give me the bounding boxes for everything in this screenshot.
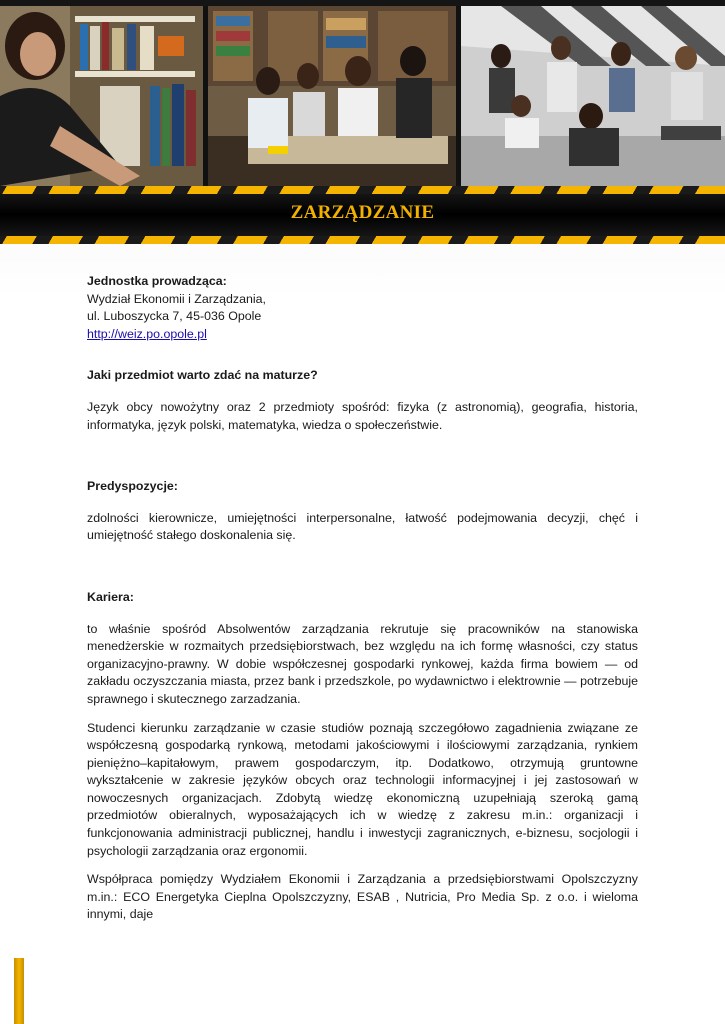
content [87, 273, 638, 924]
career-paragraph-2: Studenci kierunku zarządzanie w czasie studiów poznają szczegółowo zagadnienia związane ze współczesną gospodarką rynkową, metodami jakościowymi i ilościowymi zarządzania, rynkiem pieniężno–kapitałowym, prawem gospodarczym, itp. Dodatkowo, otrzymują gruntowne wykształcenie w zakresie języków obcych oraz technologii informacyjnej i jej zastosowań w nowoczesnych organizacjach. Zdobytą wiedzę ekonomiczną uzupełniają szeroką gamą przedmiotów obieralnych, wyposażających ich w wiedzę z zakresu m.in.: organizacji i funkcjonowania administracji publicznej, handlu i inwestycji zagranicznych, e-biznesu, socjologii i psychologii zarządzania oraz ergonomii. [87, 720, 638, 858]
career-paragraph-3: Współpraca pomiędzy Wydziałem Ekonomii i Zarządzania a przedsiębiorstwami Opolszczyzny m.in.: ECO Energetyka Cieplna Opolszczyzny, ESAB , Nutricia, Pro Media Sp. z o.o. i wieloma innymi, daje [87, 872, 638, 922]
exam-text: Język obcy nowożytny oraz 2 przedmioty spośród: fizyka (z astronomią), geografia, historia, informatyka, język polski, matematyka, wiedza o społeczeństwie. [87, 399, 638, 432]
students-group-hall-photo [461, 6, 725, 186]
unit-name: Wydział Ekonomii i Zarządzania, [87, 291, 266, 306]
career-paragraph-1: to właśnie spośród Absolwentów zarządzania rekrutuje się pracowników na stanowiska menedżerskie w rozmaitych przedsiębiorstwach, bez względu na ich formę własności, czy status organizacyjno-prawny. W dobie współczesnej gospodarki rynkowej, każda firma bowiem — od zakładu oczyszczania miasta, przez bank i przedszkole, po wydawnictwo i elektrownie — potrzebuje sprawnego i skutecznego zarzadzania. [87, 621, 638, 706]
predispositions-text: zdolności kierownicze, umiejętności interpersonalne, łatwość podejmowania decyzji, chęć i umiejętność stałego doskonalenia się. [87, 510, 638, 543]
career-heading: Kariera: [87, 589, 134, 604]
page-title: ZARZĄDZANIE [290, 202, 435, 223]
unit-address: ul. Luboszycka 7, 45-036 Opole [87, 309, 262, 324]
page-accent-bar [14, 958, 24, 1024]
unit-label: Jednostka prowadząca: [87, 274, 227, 288]
unit-website-link[interactable]: http://weiz.po.opole.pl [87, 326, 207, 341]
header-photo-strip [0, 6, 725, 186]
students-library-table-photo [208, 6, 456, 186]
hazard-stripe-bottom [0, 236, 725, 244]
exam-heading: Jaki przedmiot warto zdać na maturze? [87, 368, 318, 383]
predispositions-heading: Predyspozycje: [87, 479, 178, 494]
hazard-stripe-top [0, 186, 725, 194]
student-with-books-photo [0, 6, 203, 186]
